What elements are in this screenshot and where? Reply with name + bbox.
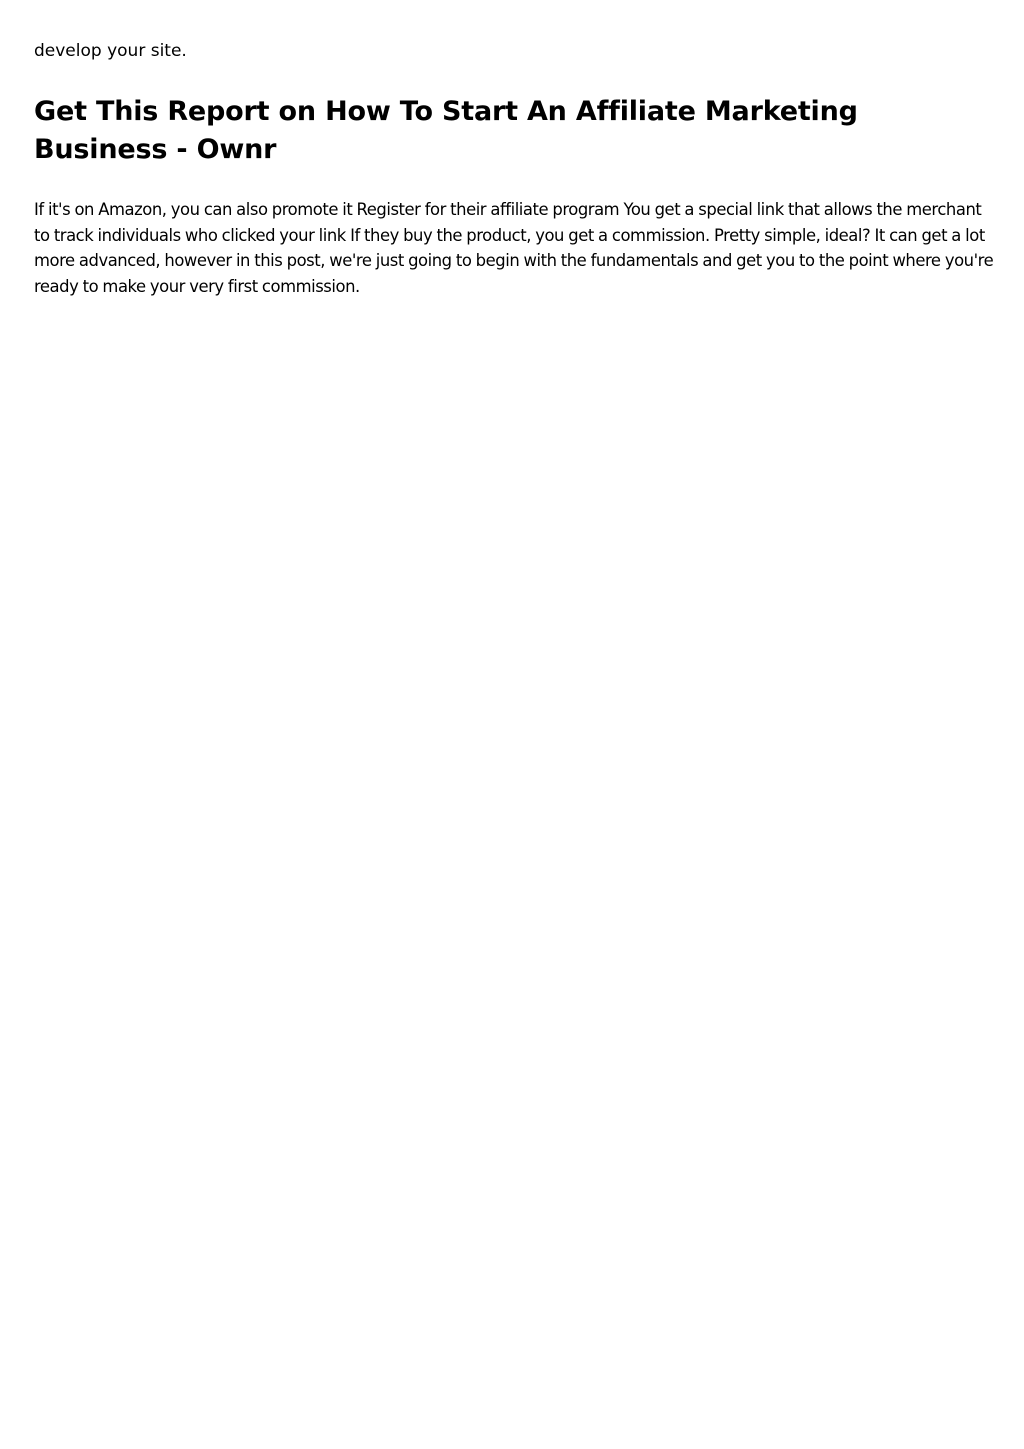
section-heading: Get This Report on How To Start An Affiliate Marketing Business - Ownr: [34, 96, 858, 165]
lead-text: develop your site.: [34, 41, 187, 61]
body-paragraph: If it's on Amazon, you can also promote it Register for their affiliate program You get a special link that allows the merchant to track individuals who clicked your link If they buy the product, you get a commission. Pretty simple, ideal? It can get a lot more advanced, however in this post, we're just going to begin with the fundamentals and get you to the point where you're ready to make your very first commission.: [34, 200, 994, 297]
